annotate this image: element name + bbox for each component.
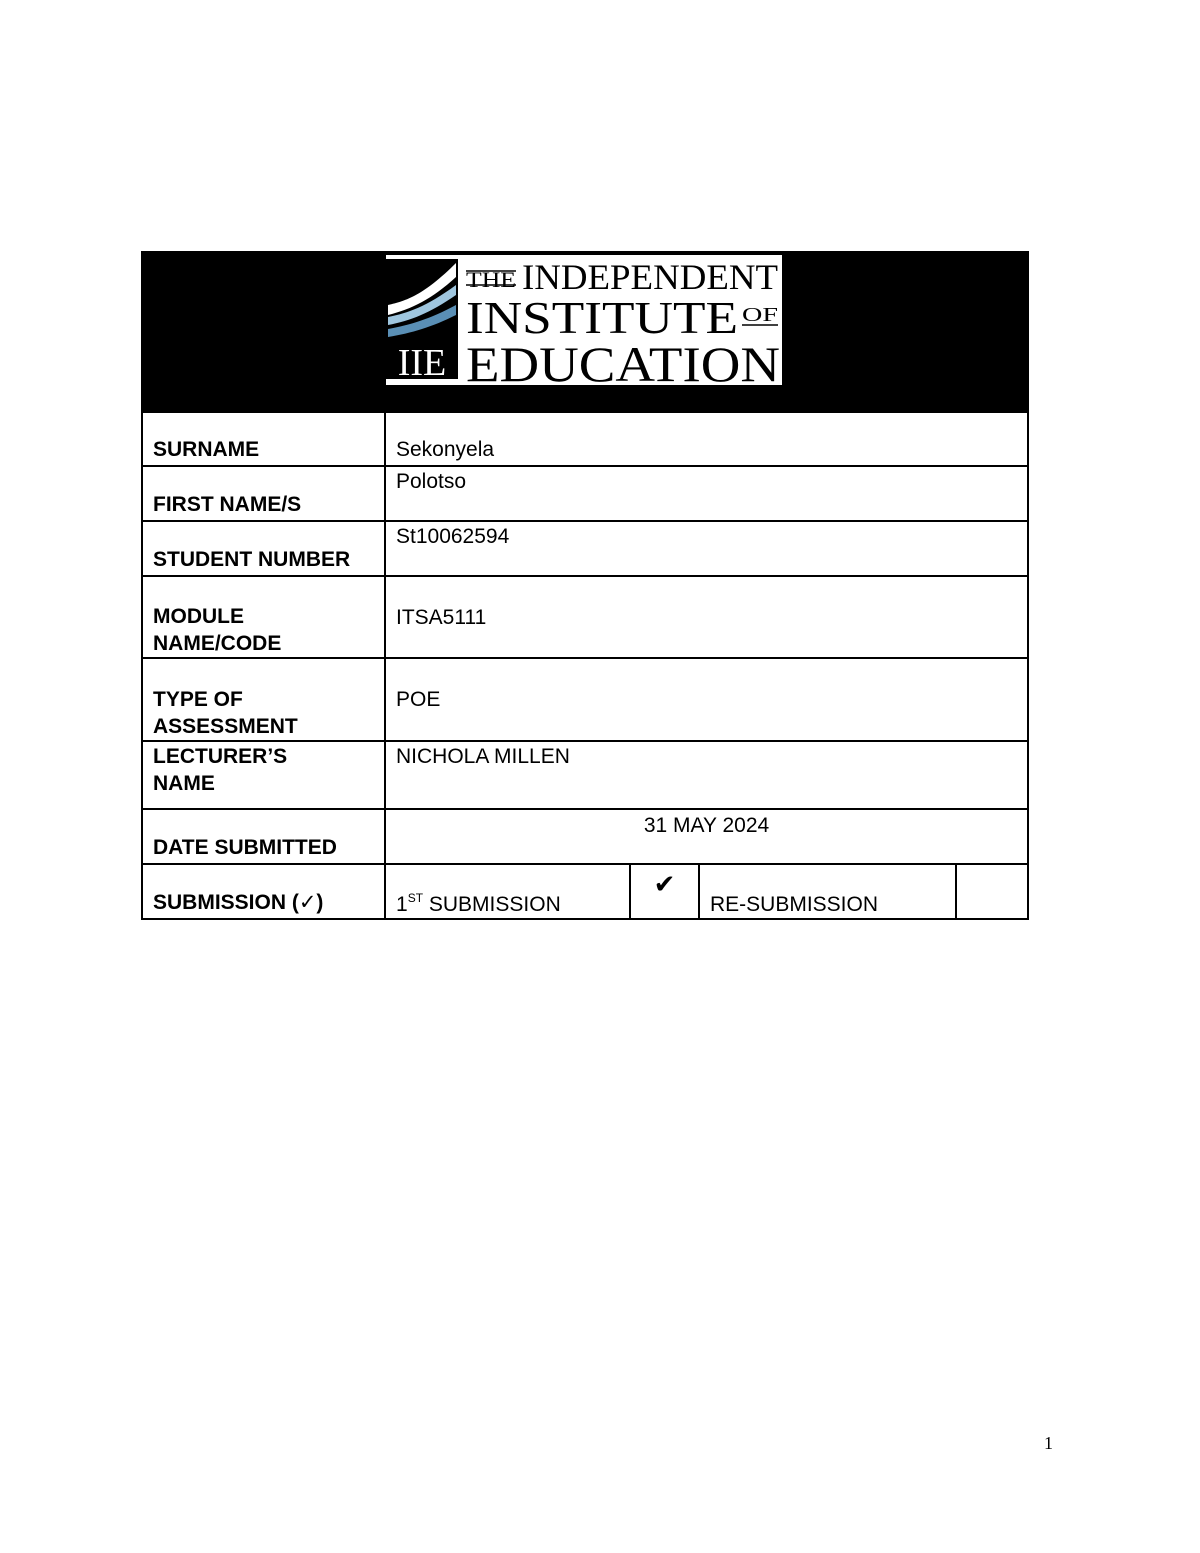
module-value: ITSA5111	[385, 576, 1028, 658]
logo-education: EDUCATION	[466, 336, 780, 385]
first-submission-superscript: ST	[407, 891, 424, 905]
page-number: 1	[1044, 1433, 1053, 1453]
cover-page-table	[141, 251, 1029, 920]
first-submission-text: SUBMISSION	[428, 893, 561, 916]
logo-institute: INSTITUTE	[466, 292, 738, 343]
first-names-value: Polotso	[385, 466, 1028, 521]
logo-independent: INDEPENDENT	[522, 257, 779, 297]
lecturer-label-line1: LECTURER’S	[153, 745, 288, 768]
assessment-type-label-line2: ASSESSMENT	[153, 715, 298, 738]
assessment-type-value: POE	[385, 658, 1028, 741]
module-label	[142, 576, 385, 658]
lecturer-value: NICHOLA MILLEN	[385, 741, 1028, 809]
student-number-value: St10062594	[385, 521, 1028, 576]
check-icon: ✔	[653, 869, 676, 899]
logo-mark-text: IIE	[397, 342, 447, 384]
assessment-type-label	[142, 658, 385, 741]
row-first-names	[142, 466, 1028, 521]
iie-logo	[386, 255, 782, 385]
row-module	[142, 576, 1028, 658]
row-surname	[142, 412, 1028, 466]
row-date-submitted	[142, 809, 1028, 864]
surname-value: Sekonyela	[385, 412, 1028, 466]
lecturer-label	[142, 741, 385, 809]
logo-of: OF	[742, 304, 778, 326]
lecturer-label-line2: NAME	[153, 772, 215, 795]
first-names-label: FIRST NAME/S	[142, 466, 385, 521]
row-lecturer	[142, 741, 1028, 809]
first-submission-label	[385, 864, 630, 919]
date-submitted-value: 31 MAY 2024	[385, 809, 1028, 864]
first-submission-checkbox[interactable]	[630, 864, 699, 919]
submission-label: SUBMISSION (✓)	[142, 864, 385, 919]
assessment-type-label-line1: TYPE OF	[153, 688, 243, 711]
row-submission	[142, 864, 1028, 919]
row-assessment-type	[142, 658, 1028, 741]
resubmission-label: RE-SUBMISSION	[699, 864, 956, 919]
student-number-label: STUDENT NUMBER	[142, 521, 385, 576]
header-banner	[142, 252, 1028, 412]
first-submission-number: 1	[396, 893, 408, 916]
module-label-line1: MODULE	[153, 605, 244, 628]
module-label-line2: NAME/CODE	[153, 632, 282, 655]
iie-logo-graphic	[386, 255, 782, 385]
logo-the: THE	[466, 267, 516, 292]
row-student-number	[142, 521, 1028, 576]
date-submitted-label: DATE SUBMITTED	[142, 809, 385, 864]
surname-label: SURNAME	[142, 412, 385, 466]
resubmission-checkbox[interactable]	[956, 864, 1028, 919]
